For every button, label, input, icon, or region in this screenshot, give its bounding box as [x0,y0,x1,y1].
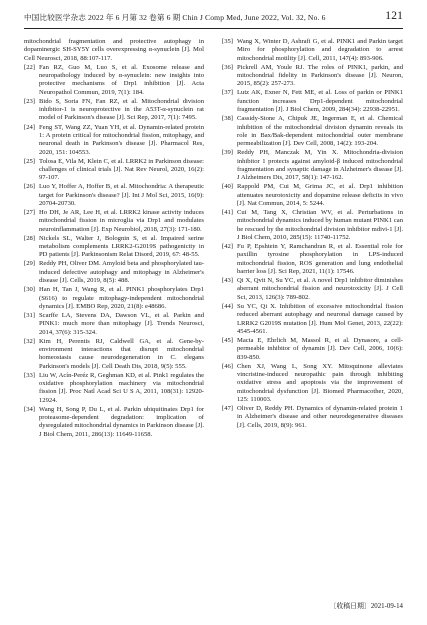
reference-item [222,303,403,336]
reference-text: Han H, Tan J, Wang R, et al. PINK1 phosphorylates Drp1 (S616) to regulate mitophagy-independent mitochondrial dynamics [J]. EMBO Rep, 2020, 21(8): e48686. [39,286,204,310]
reference-item [24,64,204,97]
reference-text: Wang H, Song P, Du L, et al. Parkin ubiquitinates Drp1 for proteasome-dependent degradation: implication of dysregulated mitochondrial dynamics in Parkinson disease [J]. J Biol Chem, 2011, 286(13): 11649-11658. [39,405,204,438]
reference-item [222,337,403,362]
reference-number: [38] [222,115,233,123]
reference-item [222,243,403,276]
reference-text: Fan RZ, Guo M, Luo S, et al. Exosome release and neuropathology induced by α-synuclein: new insights into protective mechanisms of Drp1 inhibition [J]. Acta Neuropathol Commun, 2019, 7(1): 184. [39,63,204,96]
reference-number: [33] [24,371,35,379]
reference-text: Bido S, Soria FN, Fan RZ, et al. Mitochondrial division inhibitor-1 is neuroprotective in the A53T-α-synuclein rat model of Parkinson's disease [J]. Sci Rep, 2017, 7(1): 7495. [39,97,204,122]
reference-item [24,98,204,123]
reference-number: [25] [24,157,35,165]
reference-item [24,209,204,234]
reference-item [24,286,204,311]
reference-item [222,38,403,63]
reference-item [222,363,403,405]
reference-item [24,406,204,439]
journal-info: 中国比较医学杂志 2022 年 6 月第 32 卷第 6 期 Chin J Comp Med, June 2022, Vol. 32, No. 6 [24,13,326,22]
reference-number: [28] [24,234,35,242]
reference-number: [39] [222,149,233,157]
left-column [24,38,204,440]
reference-number: [45] [222,336,233,344]
reference-item [24,124,204,157]
reference-text: Cui M, Tang X, Christian WV, et al. Perturbations in mitochondrial dynamics induced by human mutant PINK1 can be rescued by the mitochondrial division inhibitor mdivi-1 [J]. J Biol Chem, 2010, 285(15): 11740-11752. [237,209,403,242]
reference-text: Liu W, Acín-Peréz R, Geghman KD, et al. Pink1 regulates the oxidative phosphorylation machinery via mitochondrial fission [J]. Proc Natl Acad Sci U S A, 2011, 108(31): 12920-12924. [39,371,204,404]
reference-number: [41] [222,209,233,216]
reference-item [222,149,403,182]
reference-number: [26] [24,183,35,191]
reference-item [24,372,204,405]
reference-item [24,338,204,371]
reference-number: [36] [222,63,233,71]
reference-item [222,64,403,89]
reference-number: [34] [24,405,35,413]
reference-item [24,158,204,183]
reference-item [24,312,204,337]
reference-item [24,235,204,260]
reference-number: [35] [222,38,233,45]
reference-number: [31] [24,311,35,319]
reference-text: Kim H, Perentis RJ, Caldwell GA, et al. Gene-by-environment interactions that disrupt mitochondrial homeostasis cause neurodegeneration in C. elegans Parkinson's models [J]. Cell Death Dis, 2018, 9(5): 555. [39,337,204,370]
reference-number: [29] [24,260,35,268]
reference-text: Luo Y, Hoffer A, Hoffer B, et al. Mitochondria: A therapeutic target for Parkinson's disease? [J]. Int J Mol Sci, 2015, 16(9): 20704-20730. [39,183,204,207]
reference-text: Rappold PM, Cui M, Grima JC, et al. Drp1 inhibition attenuates neurotoxicity and dopamine release deficits in vivo [J]. Nat Commun, 2014, 5: 5244. [237,183,403,207]
reference-number: [30] [24,286,35,294]
reference-item [24,183,204,208]
reference-text: Lutz AK, Exner N, Fett ME, et al. Loss of parkin or PINK1 function increases Drp1-dependent mitochondrial fragmentation [J]. J Biol Chem, 2009, 284(34): 22938-22951. [237,89,403,114]
reference-text: Reddy PH, Oliver DM. Amyloid beta and phosphorylated tau-induced defective autophagy and mitophagy in Alzheimer's disease [J]. Cells, 2019, 8(5): 488. [39,260,204,285]
reference-number: [47] [222,405,233,413]
reference-item [222,209,403,242]
reference-item [222,405,403,430]
reference-text: Oliver D, Reddy PH. Dynamics of dynamin-related protein 1 in Alzheimer's disease and other neurodegenerative diseases [J]. Cells, 2019, 8(9): 961. [237,405,403,429]
reference-number: [23] [24,97,35,105]
right-column [222,38,403,431]
reference-item [24,260,204,285]
running-header [24,12,403,26]
reference-number: [40] [222,183,233,191]
reference-number: [27] [24,209,35,216]
reference-number: [24] [24,123,35,131]
reference-text: Wang X, Winter D, Ashrafi G, et al. PINK1 and Parkin target Miro for phosphorylation and degradation to arrest mitochondrial motility [J]. Cell, 2011, 147(4): 893-906. [237,38,403,62]
reference-text: Cassidy-Stone A, Chipuk JE, Ingerman E, et al. Chemical inhibition of the mitochondrial division dynamin reveals its role in Bax/Bak-dependent mitochondrial outer membrane permeabilization [J]. Dev Cell, 2008, 14(2): 193-204. [237,115,403,148]
reference-text: Tolosa E, Vila M, Klein C, et al. LRRK2 in Parkinson disease: challenges of clinical trials [J]. Nat Rev Neurol, 2020, 16(2): 97-107. [39,157,204,182]
reference-text: Ho DH, Je AR, Lee H, et al. LRRK2 kinase activity induces mitochondrial fission in microglia via Drp1 and modulates neuroinflammation [J]. Exp Neurobiol, 2018, 27(3): 171-180. [39,209,204,233]
reference-item [222,277,403,302]
reference-text: Qi X, Qvit N, Su YC, et al. A novel Drp1 inhibitor diminishes aberrant mitochondrial fission and neurotoxicity [J]. J Cell Sci, 2013, 126(3): 789-802. [237,277,403,301]
reference-text: Chen XJ, Wang L, Song XY. Mitoquinone alleviates vincristine-induced neuropathic pain through inhibiting oxidative stress and apoptosis via the improvement of mitochondrial dysfunction [J]. Biomed Pharmacother, 2020, 125: 110003. [237,362,403,403]
reference-item [222,115,403,148]
reference-number: [46] [222,362,233,370]
reference-text: Fu P, Epshtein Y, Ramchandran R, et al. Essential role for paxillin tyrosine phosphorylation in LPS-induced mitochondrial fission, ROS generation and lung endothelial barrier loss [J]. Sci Rep, 2021, 11(1): 17546. [237,243,403,276]
reference-text: Pickrell AM, Youle RJ. The roles of PINK1, parkin, and mitochondrial fidelity in Parkinson's disease [J]. Neuron, 2015, 85(2): 257-273. [237,63,403,88]
reference-text: Scarffe LA, Stevens DA, Dawson VL, et al. Parkin and PINK1: much more than mitophagy [J]. Trends Neurosci, 2014, 37(6): 315-324. [39,311,204,336]
reference-item [222,89,403,114]
reference-continuation: mitochondrial fragmentation and protective autophagy in dopaminergic SH-SY5Y cells overexpressing α-synuclein [J]. Mol Cell Neurosci, 2018, 88:107-117. [24,38,204,62]
reference-number: [42] [222,243,233,251]
reference-number: [44] [222,302,233,310]
reference-number: [43] [222,277,233,285]
reference-number: [32] [24,337,35,345]
reference-text: Su YC, Qi X. Inhibition of excessive mitochondrial fission reduced aberrant autophagy and neuronal damage caused by LRRK2 G2019S mutation [J]. Hum Mol Genet, 2013, 22(22): 4545-4561. [237,302,403,335]
header-rule [24,28,403,29]
reference-number: [37] [222,89,233,97]
page-number: 121 [385,10,403,22]
reference-number: [22] [24,63,35,71]
reference-item [222,183,403,208]
reference-text: Reddy PH, Manczak M, Yin X. Mitochondria-division inhibitor 1 protects against amyloid-β induced mitochondrial fragmentation and synaptic damage in Alzheimer's disease [J]. J Alzheimers Dis, 2017, 58(1): 147-162. [237,149,403,182]
reference-text: Feng ST, Wang ZZ, Yuan YH, et al. Dynamin-related protein 1: A protein critical for mitochondrial fission, mitophagy, and neuronal death in Parkinson's disease [J]. Pharmacol Res, 2020, 151: 104553. [39,123,204,156]
reference-text: Nickels SL, Walter J, Bolognin S, et al. Impaired serine metabolism complements LRRK2-G2019S pathogenicity in PD patients [J]. Parkinsonism Relat Disord, 2019, 67: 48-55. [39,234,204,259]
received-date: 〔收稿日期〕2021-09-14 [329,603,403,610]
reference-text: Macia E, Ehrlich M, Massol R, et al. Dynasore, a cell-permeable inhibitor of dynamin [J]. Dev Cell, 2006, 10(6): 839-850. [237,336,403,361]
